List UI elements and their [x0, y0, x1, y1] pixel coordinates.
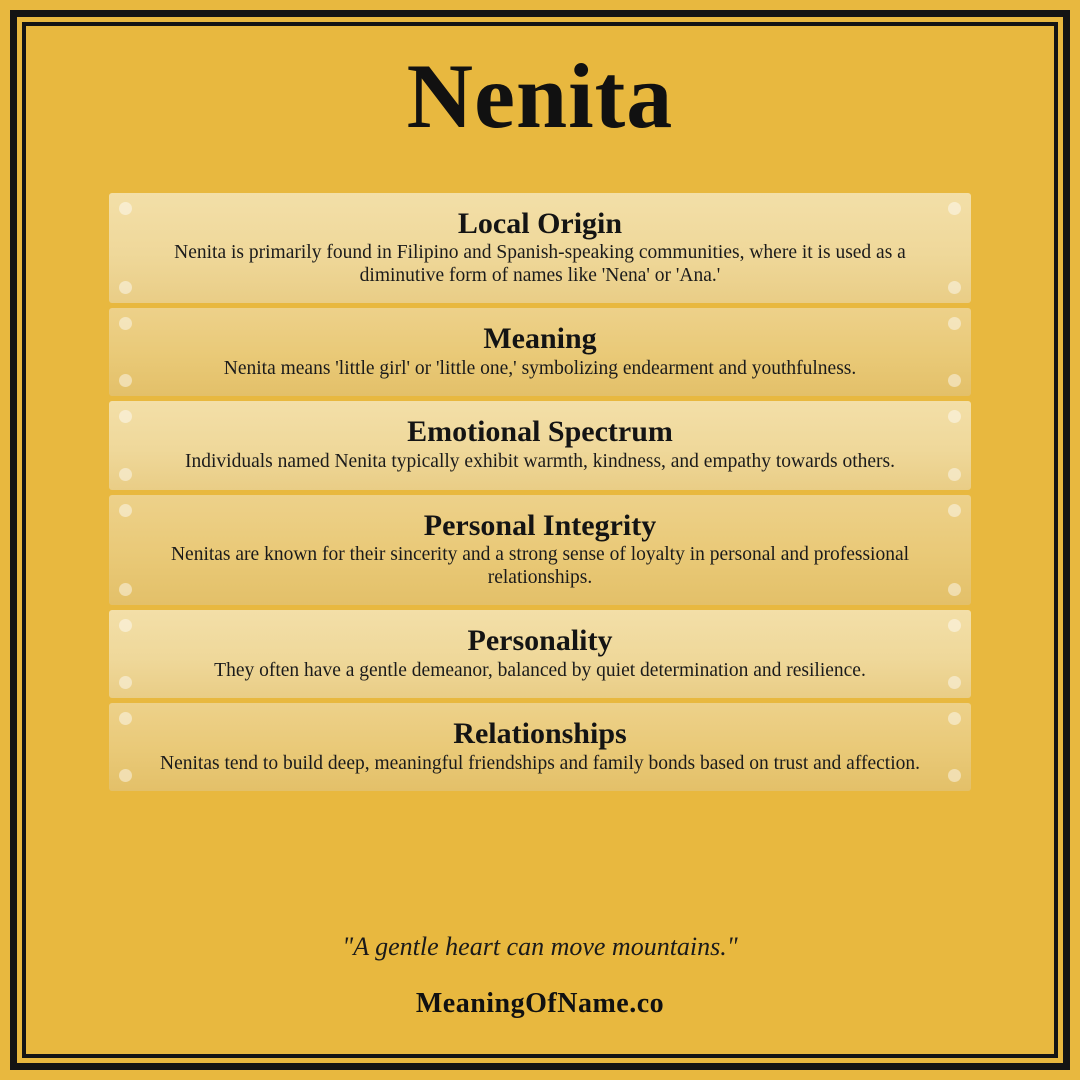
- section-title: Relationships: [453, 717, 627, 751]
- section-card-relationships: [109, 703, 971, 791]
- section-title: Personality: [467, 624, 613, 658]
- rivet-icon: [948, 676, 961, 689]
- rivet-icon: [948, 317, 961, 330]
- rivet-icon: [119, 202, 132, 215]
- section-card-personality: [109, 610, 971, 698]
- rivet-icon: [119, 712, 132, 725]
- rivet-icon: [948, 202, 961, 215]
- rivet-icon: [119, 619, 132, 632]
- poster-content: [40, 34, 1040, 1046]
- rivet-icon: [119, 468, 132, 481]
- section-title: Emotional Spectrum: [407, 415, 673, 449]
- rivet-icon: [948, 410, 961, 423]
- poster-footer: [40, 932, 1040, 1046]
- section-card-local-origin: [109, 193, 971, 304]
- section-title: Local Origin: [457, 206, 623, 240]
- rivet-icon: [119, 504, 132, 517]
- section-title: Personal Integrity: [423, 508, 657, 542]
- brand-name: MeaningOfName.co: [415, 988, 665, 1019]
- page-title: Nenita: [406, 45, 674, 147]
- rivet-icon: [948, 281, 961, 294]
- rivet-icon: [948, 619, 961, 632]
- rivet-icon: [948, 712, 961, 725]
- rivet-icon: [119, 676, 132, 689]
- rivet-icon: [119, 374, 132, 387]
- section-card-personal-integrity: [109, 495, 971, 606]
- rivet-icon: [948, 504, 961, 517]
- section-card-meaning: [109, 308, 971, 396]
- section-card-emotional-spectrum: [109, 401, 971, 489]
- rivet-icon: [948, 468, 961, 481]
- section-text: Nenitas tend to build deep, meaningful friendships and family bonds based on trust and affection.: [160, 752, 920, 774]
- sections-list: [109, 193, 971, 797]
- section-text: Individuals named Nenita typically exhibit warmth, kindness, and empathy towards others.: [185, 450, 895, 472]
- rivet-icon: [948, 769, 961, 782]
- section-title: Meaning: [483, 322, 597, 356]
- rivet-icon: [119, 281, 132, 294]
- rivet-icon: [119, 317, 132, 330]
- quote-text: "A gentle heart can move mountains.": [342, 932, 738, 961]
- section-text: Nenita is primarily found in Filipino and Spanish-speaking communities, where it is used as a diminutive form of names like 'Nena' or 'Ana.': [174, 242, 906, 286]
- rivet-icon: [948, 583, 961, 596]
- rivet-icon: [948, 374, 961, 387]
- rivet-icon: [119, 410, 132, 423]
- section-text: Nenitas are known for their sincerity and a strong sense of loyalty in personal and professional relationships.: [170, 544, 910, 588]
- section-text: They often have a gentle demeanor, balanced by quiet determination and resilience.: [214, 659, 866, 681]
- section-text: Nenita means 'little girl' or 'little one,' symbolizing endearment and youthfulness.: [223, 357, 857, 379]
- rivet-icon: [119, 769, 132, 782]
- rivet-icon: [119, 583, 132, 596]
